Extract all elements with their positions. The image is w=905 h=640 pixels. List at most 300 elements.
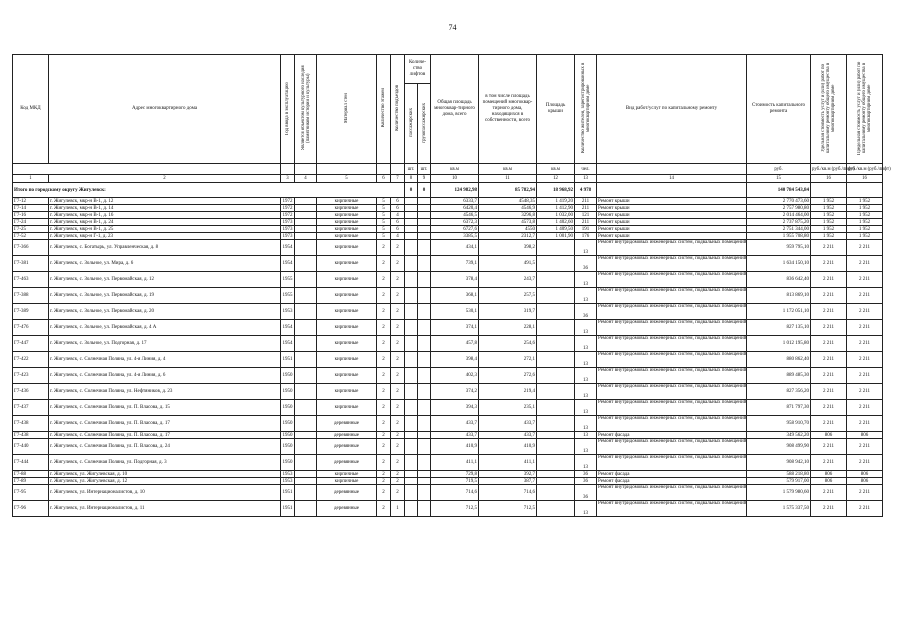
row-lifts-passenger — [405, 288, 418, 304]
row-cost: 1 955 708,80 — [747, 233, 811, 240]
row-walls: деревянные — [317, 485, 377, 501]
row-year: 1954 — [281, 336, 295, 352]
row-floors: 2 — [377, 272, 391, 288]
header-code: Код МКД — [13, 55, 49, 164]
row-cost: 871 797,30 — [747, 400, 811, 416]
unit-cell: руб./кв.м (руб./лифт) — [811, 164, 847, 175]
row-unit-cost: 2 211 — [811, 240, 847, 256]
row-area-total: 398,4 — [431, 352, 479, 368]
row-heritage — [295, 471, 317, 478]
unit-cell — [281, 164, 295, 175]
row-max-cost: 2 211 — [847, 288, 883, 304]
row-year: 1950 — [281, 439, 295, 455]
row-residents: 191 — [575, 226, 597, 233]
row-roof-area — [537, 471, 575, 478]
row-address: г. Жигулевск, с. Зольное, ул. Подгорная, д. 17 — [49, 336, 281, 352]
header-floors: Количество этажей — [377, 55, 391, 164]
row-heritage — [295, 288, 317, 304]
table-row — [13, 416, 883, 432]
row-max-cost: 2 211 — [847, 400, 883, 416]
row-address: г. Жигулевск, с. Зольное, ул. Мира, д. 6 — [49, 256, 281, 272]
row-unit-cost: 1 952 — [811, 212, 847, 219]
row-code: Г7-440 — [13, 439, 49, 455]
row-work: Ремонт внутридомовых инженерных систем, подвальных помещений — [597, 384, 747, 400]
row-area-total: 410,9 — [431, 439, 479, 455]
row-area-owned: 319,7 — [479, 304, 537, 320]
table-row — [13, 455, 883, 471]
row-heritage — [295, 439, 317, 455]
row-unit-cost: 2 211 — [811, 368, 847, 384]
column-number: 5 — [317, 175, 377, 183]
table-row — [13, 226, 883, 233]
row-area-total: 6333,7 — [431, 198, 479, 205]
unit-cell — [377, 164, 391, 175]
row-area-owned: 491,5 — [479, 256, 537, 272]
row-walls: деревянные — [317, 501, 377, 517]
row-code: Г7-25 — [13, 226, 49, 233]
row-heritage — [295, 198, 317, 205]
row-max-cost: 2 211 — [847, 455, 883, 471]
row-area-owned: 433,7 — [479, 416, 537, 432]
row-entrances: 2 — [391, 432, 405, 439]
row-code: Г7-388 — [13, 288, 49, 304]
row-code: Г7-14 — [13, 205, 49, 212]
row-code: Г7-436 — [13, 384, 49, 400]
row-floors: 2 — [377, 471, 391, 478]
row-address: г. Жигулевск, с. Солнечная Поляна, ул. П. Власова, д. 17 — [49, 432, 281, 439]
row-area-total: 739,1 — [431, 256, 479, 272]
row-cost: 1 012 195,80 — [747, 336, 811, 352]
row-unit-cost: 1 952 — [811, 219, 847, 226]
row-max-cost: 2 211 — [847, 256, 883, 272]
column-number: 16 — [847, 175, 883, 183]
row-heritage — [295, 478, 317, 485]
total-roof-area: 18 968,92 — [537, 183, 575, 198]
row-cost: 889 485,30 — [747, 368, 811, 384]
header-walls: Материал стен — [317, 55, 377, 164]
row-year: 1972 — [282, 212, 293, 218]
row-floors: 5 — [377, 226, 391, 233]
row-year: 1954 — [281, 256, 295, 272]
row-lifts-passenger — [405, 336, 418, 352]
row-area-total: 6727,6 — [431, 226, 479, 233]
row-residents: 211 — [575, 205, 597, 212]
row-walls: кирпичные — [317, 198, 377, 205]
row-area-owned: 410,9 — [479, 439, 537, 455]
row-year: 1951 — [281, 485, 295, 501]
row-residents: 13 — [575, 439, 597, 455]
row-area-total: 374,1 — [431, 320, 479, 336]
row-code: Г7-95 — [13, 485, 49, 501]
unit-cell: кв.м — [431, 164, 479, 175]
table-header — [13, 55, 891, 183]
row-lifts-cargo — [418, 288, 431, 304]
row-floors: 5 — [377, 212, 391, 219]
row-residents: 36 — [575, 478, 597, 485]
row-walls: деревянные — [317, 432, 377, 439]
column-number: 6 — [377, 175, 391, 183]
row-lifts-cargo — [418, 272, 431, 288]
row-max-cost: 2 211 — [847, 304, 883, 320]
row-address: г. Жигулевск, с. Богатырь, ул. Управленческая, д. 8 — [49, 240, 281, 256]
row-work: Ремонт фасада — [597, 478, 747, 485]
row-work: Ремонт крыши — [597, 205, 747, 212]
header-lifts-cargo: грузопассажирских — [418, 84, 431, 164]
row-lifts-cargo — [418, 485, 431, 501]
header-entrances: Количество подъездов — [391, 55, 405, 164]
row-lifts-cargo — [418, 198, 431, 205]
row-entrances: 6 — [391, 205, 405, 212]
table-row — [13, 471, 883, 478]
row-address: г. Жигулевск, с. Солнечная Поляна, ул. 4-я Линия, д. 4 — [49, 352, 281, 368]
header-area-owned: в том числе площадь помещений многоквар-тирного дома, находящихся в собственности, всего — [479, 55, 537, 164]
row-walls: кирпичные — [317, 320, 377, 336]
column-number: 16 — [811, 175, 847, 183]
row-code: Г7-88 — [13, 471, 49, 478]
row-max-cost: 2 211 — [847, 368, 883, 384]
row-address: г. Жигулевск, мкр-н В-1, д. 25 — [49, 226, 281, 233]
row-walls: кирпичные — [317, 400, 377, 416]
row-entrances: 2 — [391, 240, 405, 256]
row-area-owned: 433,7 — [479, 432, 537, 439]
row-floors: 2 — [377, 368, 391, 384]
row-area-owned: 272,6 — [479, 368, 537, 384]
row-code: Г7-447 — [13, 336, 49, 352]
row-heritage — [295, 400, 317, 416]
row-roof-area — [537, 416, 575, 432]
row-cost: 2 751 344,00 — [747, 226, 811, 233]
row-entrances: 2 — [391, 288, 405, 304]
row-code: Г7-366 — [13, 240, 49, 256]
row-lifts-cargo — [418, 226, 431, 233]
row-cost: 827 135,10 — [747, 320, 811, 336]
row-walls: кирпичные — [317, 233, 377, 240]
row-roof-area — [537, 256, 575, 272]
table-row — [13, 198, 883, 205]
row-heritage — [295, 272, 317, 288]
row-area-total: 433,7 — [431, 432, 479, 439]
row-roof-area — [537, 288, 575, 304]
row-residents: 13 — [575, 272, 597, 288]
row-heritage — [295, 240, 317, 256]
table-body — [13, 183, 883, 517]
row-floors: 2 — [377, 320, 391, 336]
header-area-roof: Площадь крыши — [537, 55, 575, 164]
row-code: Г7-89 — [13, 478, 49, 485]
row-area-total: 434,1 — [431, 240, 479, 256]
row-lifts-passenger — [405, 212, 418, 219]
row-roof-area — [537, 455, 575, 471]
row-lifts-passenger — [405, 485, 418, 501]
row-address: г. Жигулевск, с. Солнечная Поляна, ул. П. Власова, д. 17 — [49, 416, 281, 432]
row-address: г. Жигулевск, ул. Жигулевская, д. 12 — [49, 478, 281, 485]
row-cost: 836 642,40 — [747, 272, 811, 288]
row-roof-area — [537, 384, 575, 400]
row-area-total: 729,8 — [431, 471, 479, 478]
row-residents: 121 — [575, 212, 597, 219]
row-address: г. Жигулевск, ул. Интернационалистов, д. 11 — [49, 501, 281, 517]
row-cost: 579 917,00 — [747, 478, 811, 485]
unit-cell — [295, 164, 317, 175]
row-unit-cost: 1 952 — [811, 233, 847, 240]
row-work: Ремонт крыши — [597, 226, 747, 233]
row-cost: 2 757 980,80 — [747, 205, 811, 212]
total-lifts-cargo: 0 — [418, 183, 431, 198]
row-entrances: 2 — [391, 384, 405, 400]
row-entrances: 2 — [391, 304, 405, 320]
column-number: 4 — [295, 175, 317, 183]
row-walls: кирпичные — [317, 219, 377, 226]
row-address: г. Жигулевск, с. Зольное, ул. Первомайская, д. 12 — [49, 272, 281, 288]
row-lifts-passenger — [405, 352, 418, 368]
row-residents: 13 — [575, 432, 597, 439]
row-walls: деревянные — [317, 416, 377, 432]
header-work: Вид работ/услуг по капитальному ремонту — [597, 55, 747, 164]
table-row — [13, 439, 883, 455]
row-code: Г7-476 — [13, 320, 49, 336]
row-max-cost: 1 952 — [847, 205, 883, 212]
row-address: г. Жигулевск, с. Зольное, ул. Первомайская, д. 20 — [49, 304, 281, 320]
row-walls: кирпичные — [317, 368, 377, 384]
row-area-total: 530,1 — [431, 304, 479, 320]
row-lifts-passenger — [405, 400, 418, 416]
row-year: 1950 — [281, 455, 295, 471]
row-area-owned: 4550 — [479, 226, 537, 233]
row-lifts-cargo — [418, 439, 431, 455]
row-year: 1955 — [281, 288, 295, 304]
row-area-total: 719,5 — [431, 478, 479, 485]
row-lifts-cargo — [418, 501, 431, 517]
row-heritage — [295, 384, 317, 400]
row-entrances: 4 — [391, 212, 405, 219]
row-walls: кирпичные — [317, 384, 377, 400]
row-residents: 13 — [575, 384, 597, 400]
row-roof-area — [537, 320, 575, 336]
row-entrances: 2 — [391, 320, 405, 336]
total-label: Итого по городскому округу Жигулевск: — [13, 183, 405, 198]
table-row — [13, 256, 883, 272]
row-floors: 2 — [377, 352, 391, 368]
row-floors: 2 — [377, 501, 391, 517]
row-lifts-cargo — [418, 219, 431, 226]
row-lifts-passenger — [405, 478, 418, 485]
row-unit-cost: 806 — [811, 432, 847, 439]
row-work: Ремонт внутридомовых инженерных систем, подвальных помещений — [597, 455, 747, 471]
row-floors: 2 — [377, 336, 391, 352]
total-max-cost — [847, 183, 883, 198]
row-cost: 2 770 473,60 — [747, 198, 811, 205]
row-code: Г7-438 — [13, 416, 49, 432]
header-unit-cost: Удельная стоимость услуг и (или) работ по капитальному ремонту общего имущества в многоквартирном доме — [811, 55, 847, 164]
row-roof-area — [537, 439, 575, 455]
row-lifts-cargo — [418, 233, 431, 240]
row-address: г. Жигулевск, с. Солнечная Поляна, ул. Подгорная, д. 3 — [49, 455, 281, 471]
total-cost: 140 784 543,84 — [747, 183, 811, 198]
row-lifts-cargo — [418, 304, 431, 320]
row-lifts-passenger — [405, 439, 418, 455]
row-address: г. Жигулевск, ул. Интернационалистов, д. 10 — [49, 485, 281, 501]
row-entrances: 2 — [391, 272, 405, 288]
row-code: Г7-12 — [13, 198, 49, 205]
row-unit-cost: 2 211 — [811, 336, 847, 352]
row-area-total: 433,7 — [431, 416, 479, 432]
row-area-owned: 398,2 — [479, 240, 537, 256]
row-heritage — [295, 226, 317, 233]
row-work: Ремонт внутридомовых инженерных систем, подвальных помещений — [597, 288, 747, 304]
column-number: 3 — [281, 175, 295, 183]
row-year: 1950 — [281, 368, 295, 384]
total-unit-cost — [811, 183, 847, 198]
row-walls: кирпичные — [317, 478, 377, 485]
row-area-owned: 228,1 — [479, 320, 537, 336]
row-entrances: 6 — [391, 198, 405, 205]
row-max-cost: 2 211 — [847, 501, 883, 517]
row-unit-cost: 1 952 — [811, 198, 847, 205]
row-work: Ремонт внутридомовых инженерных систем, подвальных помещений — [597, 336, 747, 352]
row-max-cost: 1 952 — [847, 226, 883, 233]
row-lifts-passenger — [405, 432, 418, 439]
row-address: г. Жигулевск, мкр-н В-1, д. 24 — [49, 219, 281, 226]
row-unit-cost: 2 211 — [811, 455, 847, 471]
row-max-cost: 806 — [847, 432, 883, 439]
row-roof-area: 1 412,90 — [537, 205, 575, 212]
header-max-cost: Предельная стоимость услуг и (или) работ по капитальному ремонту общего имущества в многоквартирном доме — [847, 55, 883, 164]
table-row — [13, 336, 883, 352]
row-lifts-passenger — [405, 416, 418, 432]
row-floors: 2 — [377, 384, 391, 400]
column-number: 2 — [49, 175, 281, 183]
row-lifts-cargo — [418, 352, 431, 368]
total-work — [597, 183, 747, 198]
header-cost: Стоимость капитального ремонта — [747, 55, 811, 164]
row-area-owned: 4548,35 — [479, 198, 537, 205]
row-year: 1953 — [282, 471, 293, 477]
row-entrances: 6 — [391, 226, 405, 233]
row-lifts-passenger — [405, 198, 418, 205]
row-unit-cost: 806 — [811, 471, 847, 478]
row-roof-area: 1 409,50 — [537, 226, 575, 233]
row-area-owned: 4546,9 — [479, 205, 537, 212]
row-max-cost: 1 952 — [847, 212, 883, 219]
unit-cell: шт. — [405, 164, 418, 175]
row-area-total: 714,6 — [431, 485, 479, 501]
row-unit-cost: 2 211 — [811, 384, 847, 400]
row-code: Г7-24 — [13, 219, 49, 226]
row-entrances: 2 — [391, 256, 405, 272]
row-residents: 13 — [575, 455, 597, 471]
row-lifts-cargo — [418, 432, 431, 439]
row-roof-area — [537, 485, 575, 501]
row-roof-area — [537, 304, 575, 320]
row-roof-area — [537, 336, 575, 352]
row-area-total: 3385,5 — [431, 233, 479, 240]
row-residents: 13 — [575, 336, 597, 352]
total-residents: 4 978 — [575, 183, 597, 198]
row-cost: 1 172 051,10 — [747, 304, 811, 320]
row-walls: кирпичные — [317, 226, 377, 233]
row-roof-area: 1 419,20 — [537, 198, 575, 205]
row-year: 1973 — [282, 226, 293, 232]
row-year: 1954 — [281, 240, 295, 256]
row-unit-cost: 2 211 — [811, 288, 847, 304]
table-row — [13, 205, 883, 212]
row-cost: 958 910,70 — [747, 416, 811, 432]
row-roof-area — [537, 400, 575, 416]
row-address: г. Жигулевск, с. Зольное, ул. Первомайская, д. 4 А — [49, 320, 281, 336]
row-year: 1973 — [282, 219, 293, 225]
row-lifts-cargo — [418, 400, 431, 416]
row-area-total: 378,4 — [431, 272, 479, 288]
row-area-owned: 3296,8 — [479, 212, 537, 219]
row-max-cost: 2 211 — [847, 240, 883, 256]
row-work: Ремонт фасада — [597, 432, 747, 439]
row-residents: 13 — [575, 501, 597, 517]
row-lifts-passenger — [405, 233, 418, 240]
row-walls: кирпичные — [317, 471, 377, 478]
row-roof-area — [537, 352, 575, 368]
row-area-total: 374,2 — [431, 384, 479, 400]
row-max-cost: 2 211 — [847, 352, 883, 368]
row-heritage — [295, 233, 317, 240]
row-walls: кирпичные — [317, 256, 377, 272]
row-work: Ремонт внутридомовых инженерных систем, подвальных помещений — [597, 272, 747, 288]
row-cost: 880 862,40 — [747, 352, 811, 368]
row-max-cost: 2 211 — [847, 485, 883, 501]
table-row — [13, 240, 883, 256]
row-year: 1953 — [282, 478, 293, 484]
row-area-owned: 235,1 — [479, 400, 537, 416]
row-area-total: 712,5 — [431, 501, 479, 517]
table-row — [13, 352, 883, 368]
row-residents: 13 — [575, 352, 597, 368]
row-heritage — [295, 352, 317, 368]
row-area-total: 457,8 — [431, 336, 479, 352]
row-walls: кирпичные — [317, 304, 377, 320]
column-number: 12 — [537, 175, 575, 183]
row-year: 1951 — [281, 352, 295, 368]
row-max-cost: 2 211 — [847, 336, 883, 352]
row-floors: 2 — [377, 439, 391, 455]
row-max-cost: 2 211 — [847, 272, 883, 288]
row-unit-cost: 2 211 — [811, 416, 847, 432]
row-lifts-cargo — [418, 205, 431, 212]
row-unit-cost: 2 211 — [811, 320, 847, 336]
row-floors: 5 — [377, 205, 391, 212]
row-heritage — [295, 205, 317, 212]
row-cost: 1 575 337,50 — [747, 501, 811, 517]
row-address: г. Жигулевск, с. Солнечная Поляна, ул. Нефтяников, д. 23 — [49, 384, 281, 400]
row-work: Ремонт внутридомовых инженерных систем, подвальных помещений — [597, 304, 747, 320]
row-year: 1950 — [281, 400, 295, 416]
row-lifts-cargo — [418, 478, 431, 485]
row-walls: кирпичные — [317, 240, 377, 256]
row-code: Г7-444 — [13, 455, 49, 471]
row-year: 1950 — [281, 384, 295, 400]
row-lifts-passenger — [405, 226, 418, 233]
row-area-owned: 272,1 — [479, 352, 537, 368]
row-residents: 13 — [575, 400, 597, 416]
row-year: 1973 — [282, 233, 293, 239]
row-entrances: 2 — [391, 471, 405, 478]
row-address: г. Жигулевск, с. Солнечная Поляна, ул. П. Власова, д. 24 — [49, 439, 281, 455]
row-lifts-passenger — [405, 272, 418, 288]
row-unit-cost: 2 211 — [811, 439, 847, 455]
row-max-cost: 2 211 — [847, 320, 883, 336]
row-entrances: 2 — [391, 336, 405, 352]
row-area-total: 411,1 — [431, 455, 479, 471]
row-address: г. Жигулевск, с. Солнечная Поляна, ул. 4-я Линия, д. 6 — [49, 368, 281, 384]
header-address: Адрес многоквартирного дома — [49, 55, 281, 164]
